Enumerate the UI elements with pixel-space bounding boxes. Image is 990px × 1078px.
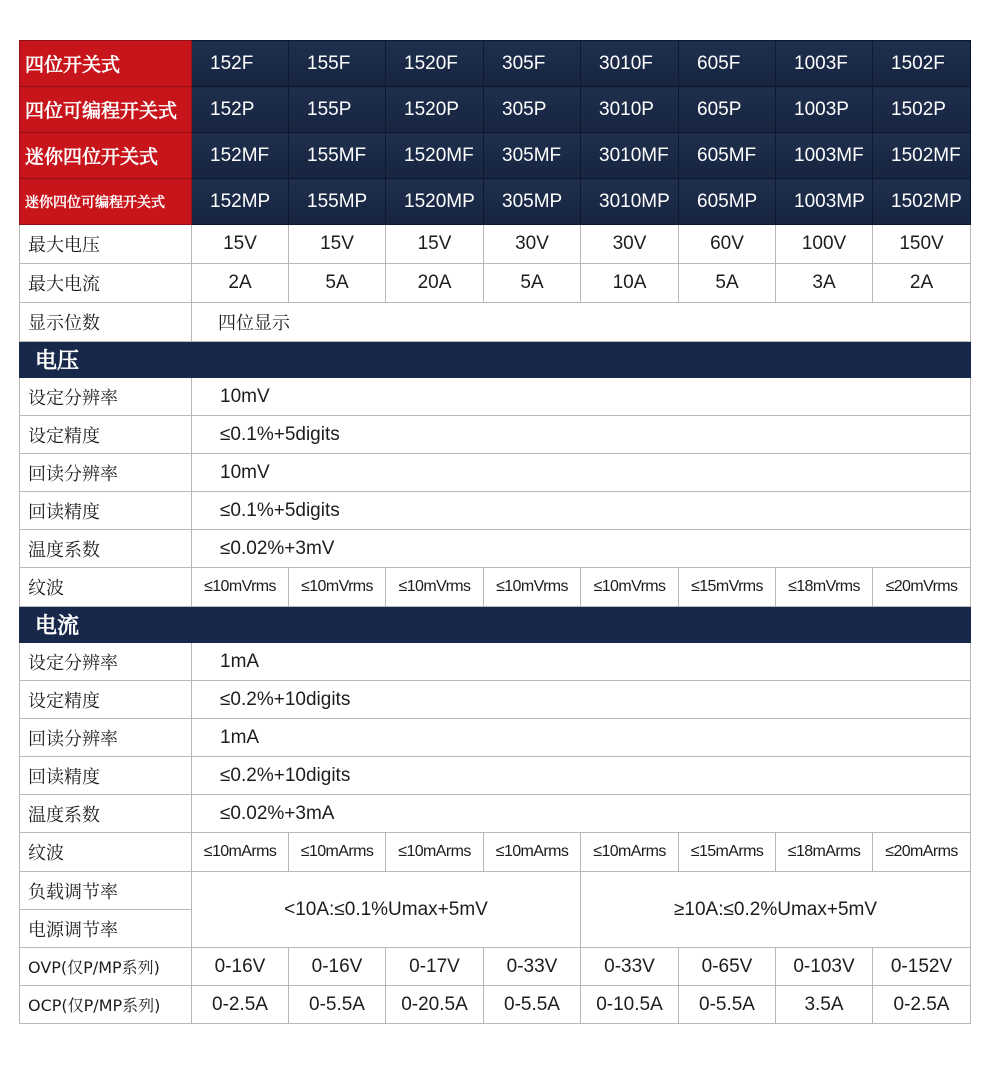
model-name: 3010P	[581, 87, 679, 133]
row-label: 设定分辨率	[20, 643, 192, 681]
ripple-cell: ≤10mVrms	[192, 568, 289, 607]
value-cell: 0-2.5A	[192, 986, 289, 1024]
value-cell: 150V	[873, 225, 971, 264]
row-value: ≤0.1%+5digits	[192, 416, 971, 454]
model-name: 3010F	[581, 41, 679, 87]
section-title: 电流	[20, 607, 971, 643]
series-row	[20, 133, 971, 179]
voltage-ripple-row	[20, 568, 971, 607]
row-label: 最大电流	[20, 264, 192, 303]
display-digits-value: 四位显示	[192, 303, 971, 342]
row-label: 纹波	[20, 833, 192, 872]
model-name: 155MP	[289, 179, 386, 225]
model-name: 605F	[679, 41, 776, 87]
value-cell: 0-16V	[192, 948, 289, 986]
row-label: 最大电压	[20, 225, 192, 264]
model-name: 1003MP	[776, 179, 873, 225]
row-value: ≤0.1%+5digits	[192, 492, 971, 530]
model-name: 305MF	[484, 133, 581, 179]
value-cell: 3.5A	[776, 986, 873, 1024]
row-value: ≤0.2%+10digits	[192, 681, 971, 719]
current-section-header	[20, 607, 971, 643]
model-name: 1502MP	[873, 179, 971, 225]
value-cell: 5A	[289, 264, 386, 303]
ripple-cell: ≤10mVrms	[581, 568, 679, 607]
value-cell: 15V	[192, 225, 289, 264]
value-cell: 0-2.5A	[873, 986, 971, 1024]
row-label: 纹波	[20, 568, 192, 607]
current-readback-accuracy-row	[20, 757, 971, 795]
value-cell: 5A	[484, 264, 581, 303]
model-name: 152MP	[192, 179, 289, 225]
model-name: 1003F	[776, 41, 873, 87]
series-label: 迷你四位可编程开关式	[20, 179, 192, 225]
row-value: 1mA	[192, 719, 971, 757]
value-cell: 2A	[873, 264, 971, 303]
ripple-cell: ≤10mVrms	[386, 568, 484, 607]
current-set-resolution-row	[20, 643, 971, 681]
value-cell: 100V	[776, 225, 873, 264]
row-label: OVP(仅P/MP系列)	[20, 948, 192, 986]
value-cell: 60V	[679, 225, 776, 264]
ripple-cell: ≤15mVrms	[679, 568, 776, 607]
value-cell: 0-17V	[386, 948, 484, 986]
series-label: 迷你四位开关式	[20, 133, 192, 179]
value-cell: 0-20.5A	[386, 986, 484, 1024]
model-name: 305P	[484, 87, 581, 133]
value-cell: 0-16V	[289, 948, 386, 986]
model-name: 1520P	[386, 87, 484, 133]
current-ripple-row	[20, 833, 971, 872]
model-name: 155F	[289, 41, 386, 87]
row-value: 10mV	[192, 454, 971, 492]
max-voltage-row	[20, 225, 971, 264]
series-row	[20, 179, 971, 225]
current-temp-coeff-row	[20, 795, 971, 833]
model-name: 155P	[289, 87, 386, 133]
section-title: 电压	[20, 342, 971, 378]
row-label: 设定精度	[20, 681, 192, 719]
voltage-temp-coeff-row	[20, 530, 971, 568]
model-name: 1502MF	[873, 133, 971, 179]
value-cell: 0-5.5A	[679, 986, 776, 1024]
load-regulation-row	[20, 872, 971, 910]
voltage-set-accuracy-row	[20, 416, 971, 454]
value-cell: 15V	[386, 225, 484, 264]
model-name: 1520MP	[386, 179, 484, 225]
ripple-cell: ≤10mArms	[484, 833, 581, 872]
row-value: 1mA	[192, 643, 971, 681]
model-name: 1003P	[776, 87, 873, 133]
value-cell: 3A	[776, 264, 873, 303]
row-label: 回读分辨率	[20, 719, 192, 757]
value-cell: 0-152V	[873, 948, 971, 986]
ripple-cell: ≤20mArms	[873, 833, 971, 872]
row-value: ≤0.02%+3mV	[192, 530, 971, 568]
value-cell: 0-33V	[581, 948, 679, 986]
ripple-cell: ≤10mVrms	[484, 568, 581, 607]
model-name: 1003MF	[776, 133, 873, 179]
model-name: 1520MF	[386, 133, 484, 179]
row-value: ≤0.02%+3mA	[192, 795, 971, 833]
ripple-cell: ≤15mArms	[679, 833, 776, 872]
ripple-cell: ≤10mArms	[581, 833, 679, 872]
value-cell: 0-65V	[679, 948, 776, 986]
row-label: 温度系数	[20, 530, 192, 568]
row-label: 回读精度	[20, 492, 192, 530]
row-value: 10mV	[192, 378, 971, 416]
model-name: 305MP	[484, 179, 581, 225]
model-name: 1502P	[873, 87, 971, 133]
ripple-cell: ≤20mVrms	[873, 568, 971, 607]
display-digits-row	[20, 303, 971, 342]
model-name: 152P	[192, 87, 289, 133]
series-row	[20, 41, 971, 87]
spec-table	[19, 40, 971, 1024]
ripple-cell: ≤10mArms	[289, 833, 386, 872]
series-label: 四位开关式	[20, 41, 192, 87]
model-name: 152MF	[192, 133, 289, 179]
model-name: 3010MF	[581, 133, 679, 179]
value-cell: 0-5.5A	[289, 986, 386, 1024]
value-cell: 0-103V	[776, 948, 873, 986]
row-label: 设定精度	[20, 416, 192, 454]
value-cell: 0-10.5A	[581, 986, 679, 1024]
model-name: 155MF	[289, 133, 386, 179]
value-cell: 5A	[679, 264, 776, 303]
model-name: 605MP	[679, 179, 776, 225]
value-cell: 15V	[289, 225, 386, 264]
max-current-row	[20, 264, 971, 303]
value-cell: 30V	[484, 225, 581, 264]
ripple-cell: ≤18mVrms	[776, 568, 873, 607]
regulation-low-range: <10A:≤0.1%Umax+5mV	[192, 872, 581, 948]
ripple-cell: ≤10mVrms	[289, 568, 386, 607]
value-cell: 30V	[581, 225, 679, 264]
ripple-cell: ≤18mArms	[776, 833, 873, 872]
value-cell: 0-33V	[484, 948, 581, 986]
value-cell: 0-5.5A	[484, 986, 581, 1024]
value-cell: 20A	[386, 264, 484, 303]
value-cell: 10A	[581, 264, 679, 303]
ocp-row	[20, 986, 971, 1024]
row-label: 温度系数	[20, 795, 192, 833]
ripple-cell: ≤10mArms	[192, 833, 289, 872]
model-name: 152F	[192, 41, 289, 87]
series-row	[20, 87, 971, 133]
model-name: 605MF	[679, 133, 776, 179]
model-name: 605P	[679, 87, 776, 133]
row-label: OCP(仅P/MP系列)	[20, 986, 192, 1024]
regulation-high-range: ≥10A:≤0.2%Umax+5mV	[581, 872, 971, 948]
row-label: 显示位数	[20, 303, 192, 342]
model-name: 3010MP	[581, 179, 679, 225]
current-set-accuracy-row	[20, 681, 971, 719]
row-label: 回读分辨率	[20, 454, 192, 492]
ripple-cell: ≤10mArms	[386, 833, 484, 872]
model-name: 1502F	[873, 41, 971, 87]
load-regulation-label: 负载调节率	[20, 872, 192, 910]
voltage-readback-accuracy-row	[20, 492, 971, 530]
voltage-set-resolution-row	[20, 378, 971, 416]
series-label: 四位可编程开关式	[20, 87, 192, 133]
voltage-readback-resolution-row	[20, 454, 971, 492]
row-label: 回读精度	[20, 757, 192, 795]
row-label: 设定分辨率	[20, 378, 192, 416]
source-regulation-label: 电源调节率	[20, 910, 192, 948]
row-value: ≤0.2%+10digits	[192, 757, 971, 795]
ovp-row	[20, 948, 971, 986]
model-name: 1520F	[386, 41, 484, 87]
model-name: 305F	[484, 41, 581, 87]
voltage-section-header	[20, 342, 971, 378]
current-readback-resolution-row	[20, 719, 971, 757]
value-cell: 2A	[192, 264, 289, 303]
